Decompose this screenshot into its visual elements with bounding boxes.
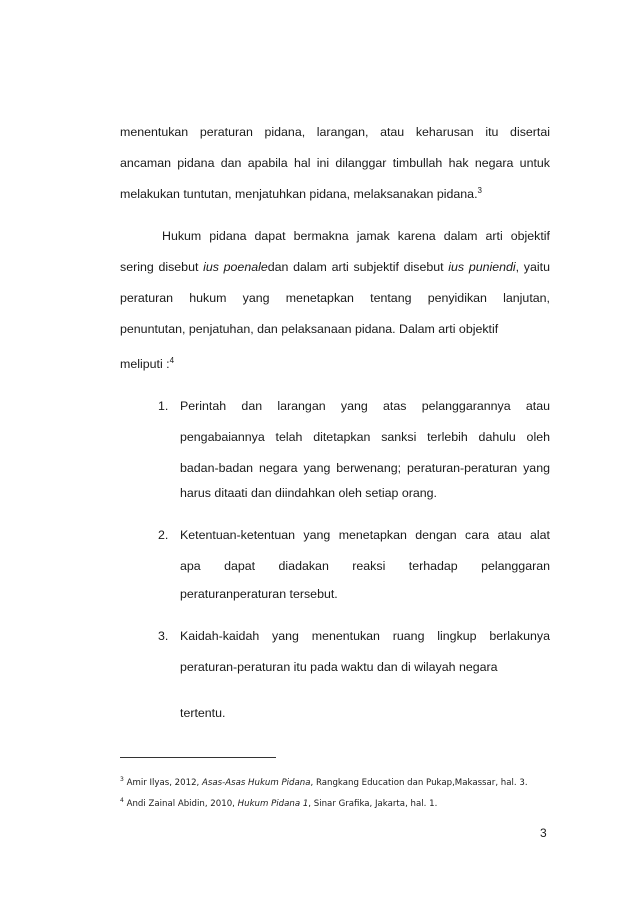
footnote-ref-3[interactable]: 3 bbox=[477, 185, 482, 195]
paragraph2-line3: peraturan hukum yang menetapkan tentang penyidikan lanjutan, bbox=[120, 291, 550, 305]
page-number: 3 bbox=[540, 826, 547, 840]
paragraph1-line2: ancaman pidana dan apabila hal ini dilanggar timbullah hak negara untuk bbox=[120, 156, 550, 170]
paragraph1-line1: menentukan peraturan pidana, larangan, atau keharusan itu disertai bbox=[120, 125, 550, 139]
list-item-2-line1: Ketentuan-ketentuan yang menetapkan dengan cara atau alat bbox=[180, 528, 550, 542]
list-item-3-line1: Kaidah-kaidah yang menentukan ruang lingkup berlakunya bbox=[180, 629, 550, 643]
footnote-3-title: Asas-Asas Hukum Pidana bbox=[202, 778, 311, 788]
list-item-3-number: 3. bbox=[158, 629, 169, 643]
term-ius-poenale: ius poenale bbox=[203, 260, 268, 274]
footnote-3: $^3$ Amir Ilyas, 2012, Asas-Asas Hukum Pidana, Rangkang Education dan Pukap,Makassar, hal. 3. bbox=[120, 776, 528, 788]
footnote-separator bbox=[120, 757, 276, 758]
list-item-1-line3: badan-badan negara yang berwenang; peraturan-peraturan yang bbox=[180, 461, 550, 475]
footnote-ref-4[interactable]: 4 bbox=[169, 355, 175, 365]
paragraph2-line2: sering disebut ius poenaledan dalam arti subjektif disebut ius puniendi, yaitu bbox=[120, 260, 550, 274]
paragraph2-line4: penuntutan, penjatuhan, dan pelaksanaan pidana. Dalam arti objektif bbox=[120, 322, 499, 336]
list-item-1-line1: Perintah dan larangan yang atas pelanggarannya atau bbox=[180, 399, 550, 413]
footnote-4: $^4$ Andi Zainal Abidin, 2010, Hukum Pidana 1, Sinar Grafika, Jakarta, hal. 1. bbox=[120, 797, 438, 809]
paragraph2-line5: meliputi :$^4$ bbox=[120, 355, 175, 371]
footnote-4-title: Hukum Pidana 1 bbox=[237, 799, 309, 809]
paragraph1-line3: melakukan tuntutan, menjatuhkan pidana, melaksanakan pidana.$^3$ bbox=[120, 185, 482, 201]
list-item-2-number: 2. bbox=[158, 528, 169, 542]
term-ius-puniendi: ius puniendi bbox=[448, 260, 516, 274]
list-item-3-line3: tertentu. bbox=[180, 706, 226, 720]
list-item-3-line2: peraturan-peraturan itu pada waktu dan di wilayah negara bbox=[180, 660, 498, 674]
list-item-2-line2: apa dapat diadakan reaksi terhadap pelanggaran bbox=[180, 559, 550, 573]
list-item-1-line2: pengabaiannya telah ditetapkan sanksi terlebih dahulu oleh bbox=[180, 430, 550, 444]
paragraph2-line1: Hukum pidana dapat bermakna jamak karena dalam arti objektif bbox=[162, 229, 550, 243]
list-item-2-line3: peraturanperaturan tersebut. bbox=[180, 587, 338, 601]
list-item-1-line4: harus ditaati dan diindahkan oleh setiap orang. bbox=[180, 486, 437, 500]
list-item-1-number: 1. bbox=[158, 399, 169, 413]
